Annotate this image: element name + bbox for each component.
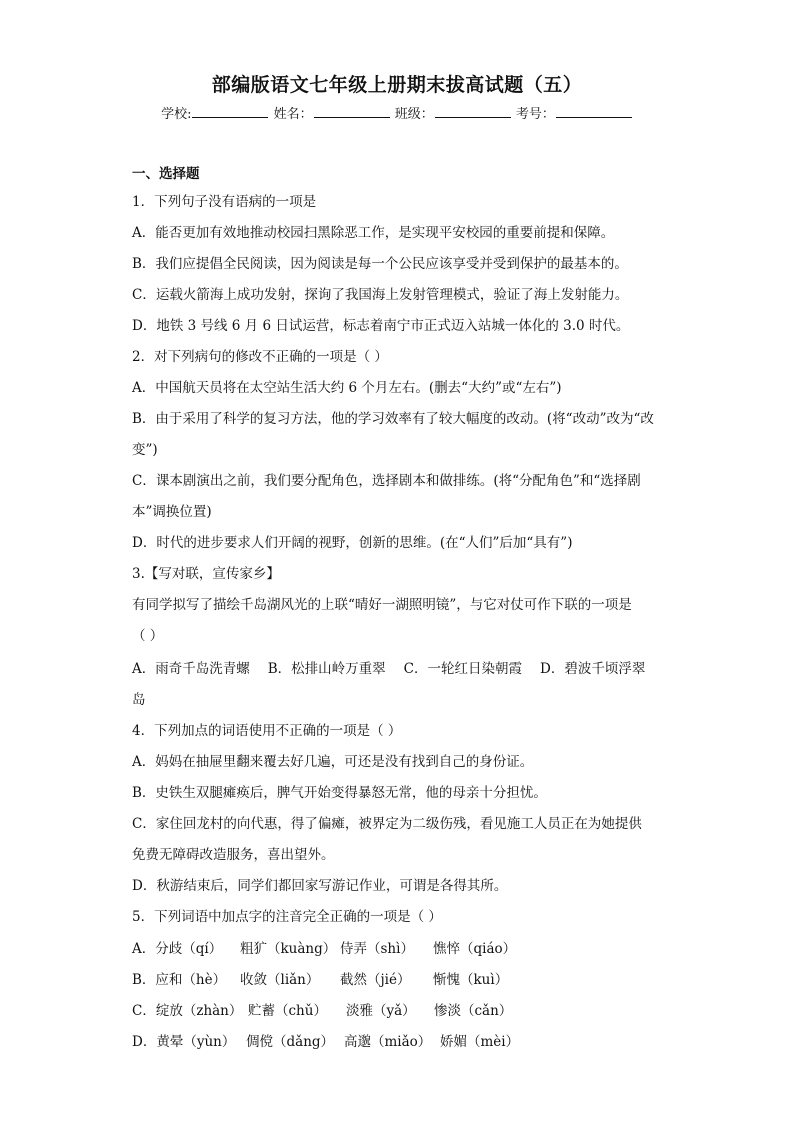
q5-c-word-4: 惨淡（cǎn）	[434, 1003, 513, 1019]
question-5-stem: 5．下列词语中加点字的注音完全正确的一项是（ ）	[132, 909, 442, 925]
q5-c-word-2: 贮蓄（chǔ）	[248, 1003, 327, 1019]
question-1-option-a: A．能否更加有效地推动校园扫黑除恶工作，是实现平安校园的重要前提和保障。	[132, 225, 615, 241]
q5-a-word-2: 粗犷（kuàng）	[240, 941, 337, 957]
q5-c-word-1: C．绽放（zhàn）	[132, 1003, 243, 1019]
q5-d-word-3: 高邈（miǎo）	[344, 1034, 432, 1050]
question-2-option-c-line2: 本”调换位置)	[132, 504, 212, 520]
question-3-option-b: B．松排山岭万重翠	[267, 661, 386, 677]
question-4-option-c-line2: 免费无障碍改造服务，喜出望外。	[132, 847, 335, 863]
exam-no-label: 考号：	[515, 107, 555, 122]
question-4-stem: 4．下列加点的词语使用不正确的一项是（ ）	[132, 723, 402, 739]
question-1-stem: 1．下列句子没有语病的一项是	[132, 194, 317, 210]
q5-d-word-1: D．黄晕（yùn）	[132, 1034, 236, 1050]
section-heading: 一、选择题	[132, 166, 200, 182]
question-5-option-b	[132, 971, 508, 989]
question-4-option-c-line1: C．家住回龙村的向代惠，得了偏瘫，被界定为二级伤残，看见施工人员正在为她提供	[132, 816, 642, 832]
question-1-option-c: C．运载火箭海上成功发射，探询了我国海上发射管理模式，验证了海上发射能力。	[132, 287, 629, 303]
question-2-option-b-line2: 变”)	[132, 442, 158, 458]
class-blank[interactable]	[435, 105, 511, 118]
school-blank[interactable]	[192, 105, 268, 118]
question-2-option-b-line1: B．由于采用了科学的复习方法，他的学习效率有了较大幅度的改动。(将“改动”改为“改	[132, 411, 654, 427]
question-2-option-c-line1: C．课本剧演出之前，我们要分配角色，选择剧本和做排练。(将“分配角色”和“选择剧	[132, 473, 641, 489]
name-blank[interactable]	[314, 105, 390, 118]
question-5-option-c	[132, 1002, 512, 1020]
question-3-option-c: C．一轮红日染朝霞	[403, 661, 523, 677]
q5-d-word-4: 娇媚（mèi）	[440, 1034, 520, 1050]
question-5-option-a	[132, 940, 516, 958]
question-4-option-d: D．秋游结束后，同学们都回家写游记作业，可谓是各得其所。	[132, 878, 508, 894]
question-1-option-d: D．地铁 3 号线 6 月 6 日试运营，标志着南宁市正式迈入站城一体化的 3.0 时代。	[132, 318, 630, 334]
page-title: 部编版语文七年级上册期末拔高试题（五）	[211, 74, 583, 96]
question-3-option-a: A．雨奇千岛洗青螺	[132, 661, 250, 677]
exam-no-blank[interactable]	[556, 105, 632, 118]
question-3-option-d: D．碧波千顷浮翠	[540, 661, 646, 677]
q5-d-word-2: 倜傥（dǎng）	[246, 1034, 335, 1050]
question-3-stem: 3.【写对联，宣传家乡】	[132, 566, 280, 582]
question-3-option-d-line2: 岛	[132, 692, 146, 708]
q5-b-word-3: 截然（jié）	[340, 972, 411, 988]
question-4-option-b: B．史铁生双腿瘫痪后，脾气开始变得暴怒无常，他的母亲十分担忧。	[132, 785, 547, 801]
q5-a-word-1: A．分歧（qí）	[132, 941, 223, 957]
question-2-option-a: A．中国航天员将在太空站生活大约 6 个月左右。(删去“大约”或“左右”)	[132, 380, 562, 396]
q5-a-word-3: 侍弄（shì）	[340, 941, 414, 957]
school-label: 学校:	[161, 107, 192, 122]
name-label: 姓名：	[273, 107, 313, 122]
student-info-row	[0, 103, 794, 122]
question-2-stem: 2．对下列病句的修改不正确的一项是（ ）	[132, 349, 388, 365]
q5-c-word-3: 淡雅（yǎ）	[346, 1003, 416, 1019]
question-1-option-b: B．我们应提倡全民阅读，因为阅读是每一个公民应该享受并受到保护的最基本的。	[132, 256, 628, 272]
question-5-option-d	[132, 1033, 519, 1051]
question-4-option-a: A．妈妈在抽屉里翻来覆去好几遍，可还是没有找到自己的身份证。	[132, 754, 534, 770]
question-3-body-line1: 有同学拟写了描绘千岛湖风光的上联“晴好一湖照明镜”，与它对仗可作下联的一项是	[132, 597, 632, 613]
q5-b-word-4: 惭愧（kuì）	[433, 972, 509, 988]
q5-b-word-1: B．应和（hè）	[132, 972, 227, 988]
class-label: 班级：	[394, 107, 434, 122]
q5-a-word-4: 憔悴（qiáo）	[433, 941, 517, 957]
question-2-option-d: D．时代的进步要求人们开阔的视野，创新的思维。(在“人们”后加“具有”)	[132, 535, 573, 551]
q5-b-word-2: 收敛（liǎn）	[240, 972, 320, 988]
question-3-body-line2: （ ）	[132, 628, 164, 644]
question-3-options	[132, 660, 645, 678]
